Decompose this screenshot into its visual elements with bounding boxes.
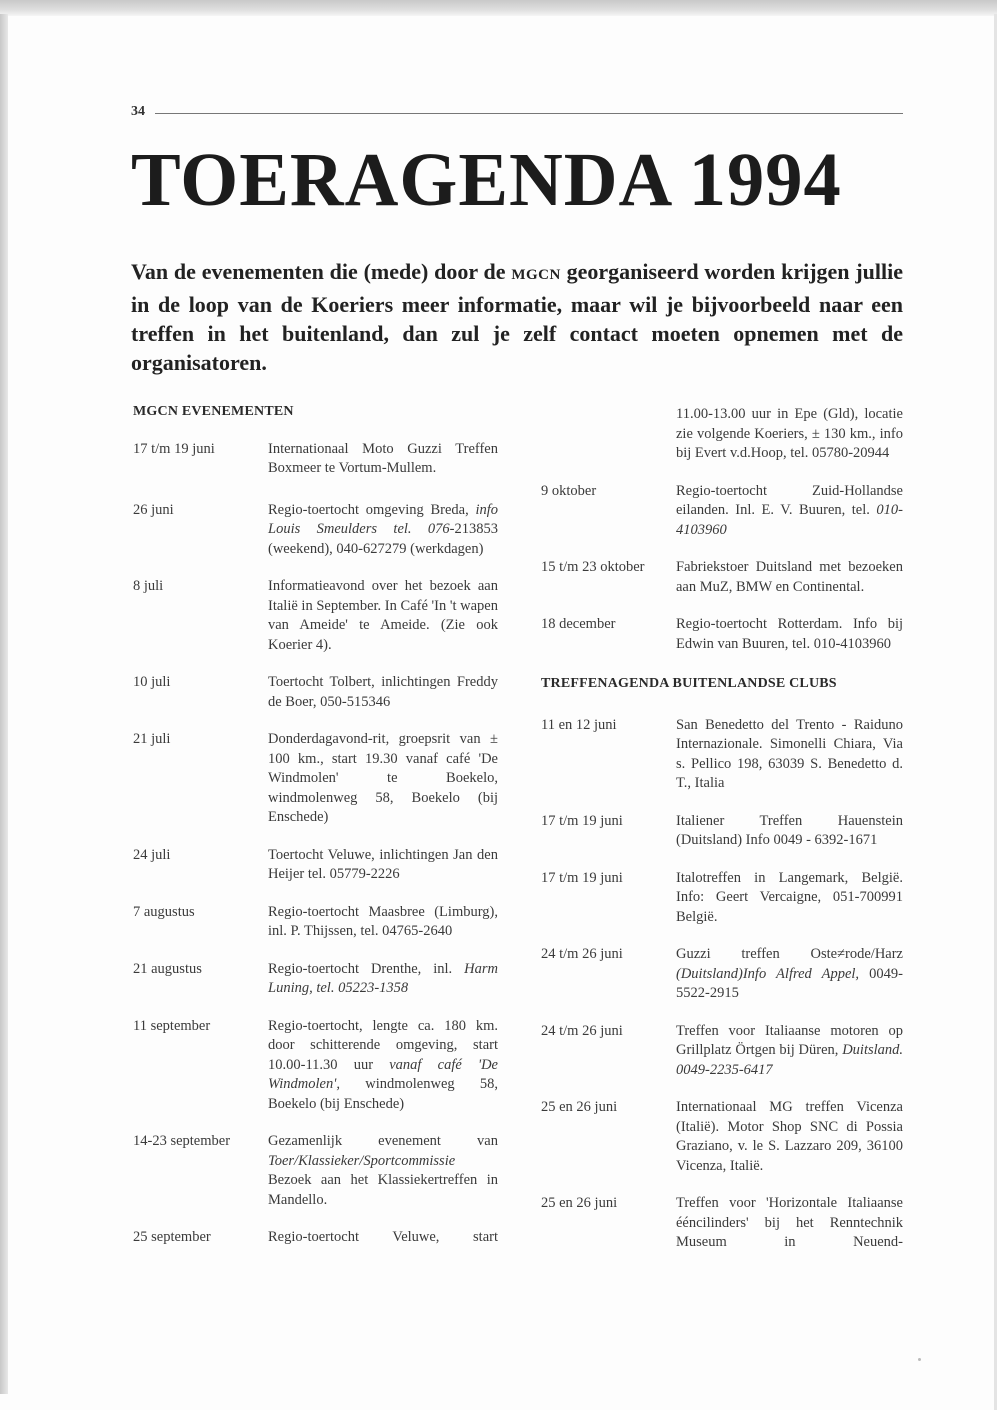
scan-speck bbox=[918, 1358, 921, 1361]
page-number: 34 bbox=[131, 104, 145, 119]
event-entry bbox=[133, 1017, 498, 1115]
header-rule bbox=[155, 113, 903, 114]
event-entry-continued bbox=[541, 405, 903, 464]
desc-text-italic: info Louis Smeulders tel. 076- bbox=[268, 501, 498, 537]
event-description: Regio-toertocht Veluwe, start bbox=[268, 1229, 498, 1245]
desc-text: Regio-toertocht, lengte ca. 180 km. door schitterende omgeving, start 10.00-11.30 uur bbox=[268, 1017, 498, 1073]
event-date: 15 t/m 23 oktober bbox=[541, 559, 645, 575]
desc-text-italic: 010-4103960 bbox=[676, 502, 903, 538]
desc-text-italic: (Duitsland)Info Alfred Appel, bbox=[676, 965, 860, 982]
event-date: 18 december bbox=[541, 616, 616, 632]
meeting-entry bbox=[541, 945, 903, 1004]
event-date: 9 oktober bbox=[541, 482, 597, 499]
event-date: 7 augustus bbox=[133, 903, 195, 920]
desc-text-rest: Bezoek aan het Klassiekertreffen in Mandello. bbox=[268, 1172, 498, 1208]
event-description bbox=[268, 1017, 498, 1115]
event-date: 25 september bbox=[133, 1229, 211, 1245]
event-description: 11.00-13.00 uur in Epe (Gld), locatie zie volgende Koeriers, ± 130 km., info bij Evert v.d.Hoop, tel. 05780-20944 bbox=[676, 406, 903, 461]
intro-org-acronym: MGCN bbox=[511, 267, 561, 283]
meeting-description: Internationaal MG treffen Vicenza (Italië). Motor Shop SNC di Possia Graziano, v. le S. Lazzaro 209, 36100 Vicenza, Italië. bbox=[676, 1099, 903, 1174]
page-header bbox=[131, 102, 903, 122]
desc-text: Guzzi treffen Oste≠rode/Harz bbox=[676, 946, 903, 962]
meeting-date: 11 en 12 juni bbox=[541, 716, 617, 733]
event-entry bbox=[133, 1228, 498, 1248]
desc-text-rest: 0049-5522-2915 bbox=[676, 965, 904, 1001]
event-entry bbox=[541, 482, 903, 541]
event-entry bbox=[133, 1132, 498, 1210]
meeting-date: 24 t/m 26 juni bbox=[541, 946, 623, 962]
meeting-date: 17 t/m 19 juni bbox=[541, 812, 623, 829]
event-description: Internationaal Moto Guzzi Treffen Boxmeer te Vortum-Mullem. bbox=[268, 440, 498, 476]
section-heading-mgcn: MGCN EVENEMENTEN bbox=[133, 404, 294, 419]
event-description bbox=[676, 482, 903, 541]
event-date: 26 juni bbox=[133, 501, 174, 518]
intro-text-after: georganiseerd worden krijgen jullie in de loop van de Koeriers meer informatie, maar wil je bijvoorbeeld naar een treffen in het buitenland, dan zul je zelf contact moeten opnemen met de organisatoren. bbox=[131, 259, 903, 375]
event-entry bbox=[541, 558, 903, 597]
event-date: 10 juli bbox=[133, 674, 171, 690]
desc-text: Regio-toertocht Drenthe, inl. bbox=[268, 960, 453, 977]
desc-text-rest: 213853 (weekend), 040-627279 (werkdagen) bbox=[268, 521, 498, 557]
meeting-date: 25 en 26 juni bbox=[541, 1099, 618, 1115]
meeting-entry bbox=[541, 1022, 903, 1081]
event-entry bbox=[133, 730, 498, 828]
meeting-date: 25 en 26 juni bbox=[541, 1195, 618, 1211]
meeting-entry bbox=[541, 1194, 903, 1253]
event-description: Toertocht Veluwe, inlichtingen Jan den Heijer tel. 05779-2226 bbox=[268, 846, 498, 882]
event-entry bbox=[133, 903, 498, 942]
meeting-entry bbox=[541, 716, 903, 794]
event-description: Regio-toertocht Maasbree (Limburg), inl. P. Thijssen, tel. 04765-2640 bbox=[268, 903, 498, 939]
meeting-description: Treffen voor 'Horizontale Italiaanse ééncilinders' bij het Renntechnik Museum in Neuend- bbox=[676, 1195, 903, 1250]
event-description: Donderdagavond-rit, groepsrit van ± 100 km., start 19.30 vanaf café 'De Windmolen' te Boekelo, windmolenweg 58, Boekelo (bij Enschede) bbox=[268, 731, 498, 825]
desc-text: Regio-toertocht omgeving Breda, bbox=[268, 501, 469, 518]
event-description bbox=[268, 501, 498, 560]
page-title: TOERAGENDA 1994 bbox=[131, 138, 842, 222]
event-entry bbox=[133, 440, 498, 479]
meeting-entry bbox=[541, 869, 903, 928]
event-entry bbox=[133, 673, 498, 712]
event-date: 21 juli bbox=[133, 731, 171, 747]
intro-text-before: Van de evenementen die (mede) door de bbox=[131, 259, 512, 284]
meeting-entry bbox=[541, 812, 903, 851]
event-date: 11 september bbox=[133, 1017, 211, 1034]
meeting-description: Italotreffen in Langemark, België. Info: Geert Vercaigne, 051-700991 België. bbox=[676, 869, 903, 925]
event-description: Toertocht Tolbert, inlichtingen Freddy de Boer, 050-515346 bbox=[268, 674, 498, 710]
event-date: 14-23 september bbox=[133, 1133, 231, 1149]
desc-text-rest: windmolenweg 58, Boekelo (bij Enschede) bbox=[268, 1076, 499, 1112]
event-date: 24 juli bbox=[133, 846, 171, 863]
event-description bbox=[268, 1132, 498, 1210]
meeting-date: 17 t/m 19 juni bbox=[541, 869, 623, 886]
desc-text-italic: vanaf café 'De Windmolen', bbox=[268, 1056, 498, 1092]
right-column bbox=[541, 405, 903, 1271]
event-entry bbox=[133, 501, 498, 560]
event-entry bbox=[541, 615, 903, 654]
left-column bbox=[133, 400, 498, 1266]
event-description: Regio-toertocht Rotterdam. Info bij Edwin van Buuren, tel. 010-4103960 bbox=[676, 616, 903, 652]
event-date: 17 t/m 19 juni bbox=[133, 440, 215, 457]
desc-text: Gezamenlijk evenement van bbox=[268, 1133, 498, 1149]
event-description: Fabriekstoer Duitsland met bezoeken aan MuZ, BMW en Continental. bbox=[676, 559, 903, 595]
event-entry bbox=[133, 960, 498, 999]
event-entry bbox=[133, 577, 498, 655]
meeting-description bbox=[676, 945, 903, 1004]
meeting-entry bbox=[541, 1098, 903, 1176]
event-description: Informatieavond over het bezoek aan Italië in September. In Café 'In 't wapen van Ameide' te Ameide. (Zie ook Koerier 4). bbox=[268, 578, 498, 653]
meeting-description: Italiener Treffen Hauenstein (Duitsland) Info 0049 - 6392-1671 bbox=[676, 812, 903, 848]
desc-text-italic: Harm Luning, tel. 05223-1358 bbox=[268, 960, 498, 996]
event-date: 21 augustus bbox=[133, 960, 202, 977]
desc-text: Regio-toertocht Zuid-Hollandse eilanden. Inl. E. V. Buuren, tel. bbox=[676, 482, 903, 518]
meeting-date: 24 t/m 26 juni bbox=[541, 1022, 623, 1039]
meeting-description: San Benedetto del Trento - Raiduno Internazionale. Simonelli Chiara, Via s. Pellico 198, 63039 S. Benedetto d. T., Italia bbox=[676, 716, 903, 791]
intro-paragraph bbox=[131, 257, 903, 377]
scan-edge-left bbox=[0, 14, 8, 1394]
desc-text-italic: Toer/Klassieker/Sportcommissie bbox=[268, 1152, 456, 1169]
event-date: 8 juli bbox=[133, 578, 164, 594]
meeting-description bbox=[676, 1022, 903, 1081]
desc-text-italic: Duitsland. 0049-2235-6417 bbox=[676, 1042, 904, 1078]
scan-edge-top bbox=[0, 0, 997, 16]
event-description bbox=[268, 960, 498, 999]
desc-text: Treffen voor Italiaanse motoren op Grillplatz Örtgen bij Düren, bbox=[676, 1022, 903, 1058]
event-entry bbox=[133, 846, 498, 885]
section-heading-treffenagenda: TREFFENAGENDA BUITENLANDSE CLUBS bbox=[541, 676, 837, 691]
